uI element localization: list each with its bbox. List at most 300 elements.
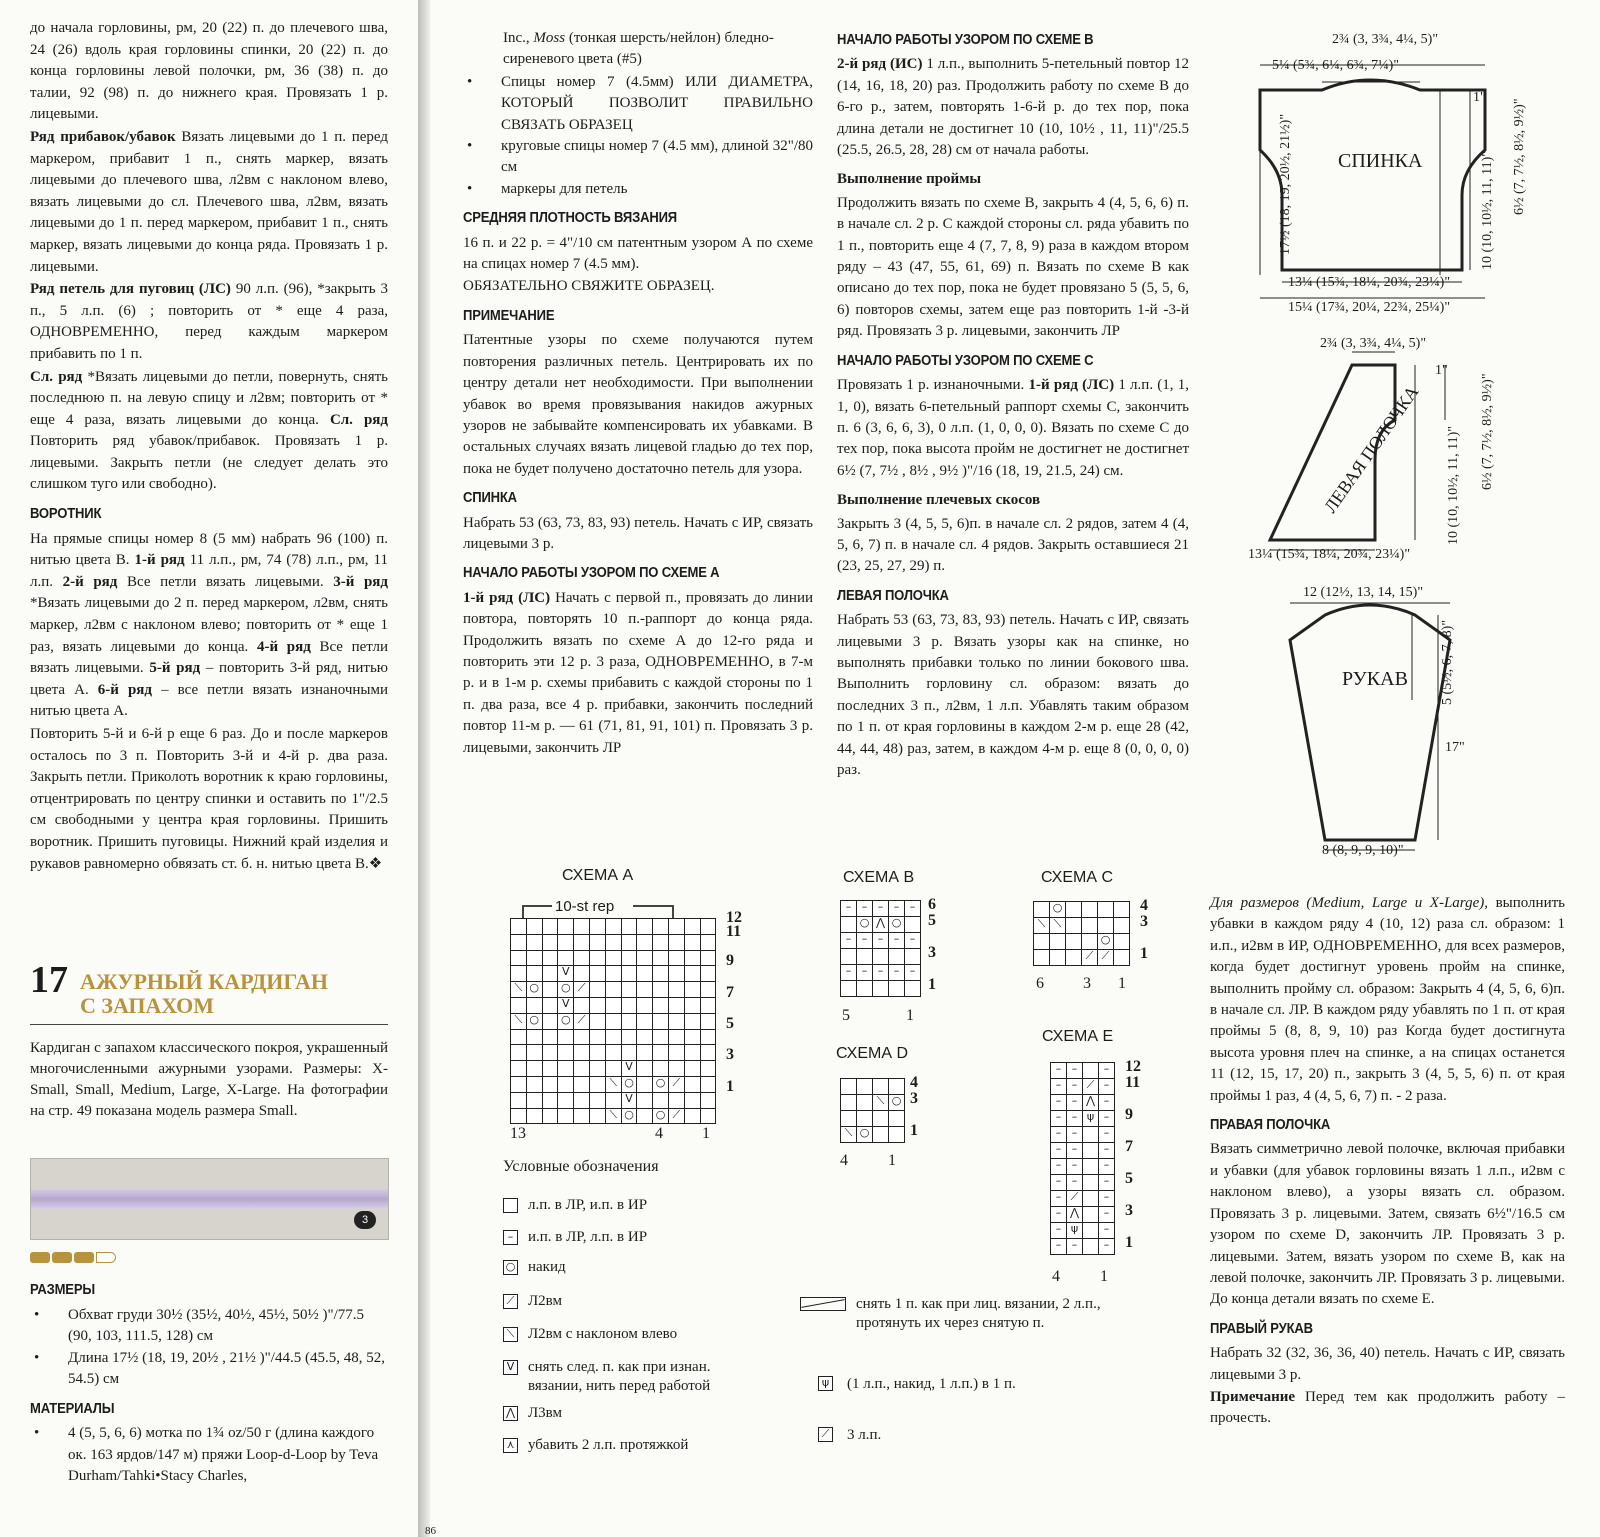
- chart-cell: [605, 934, 622, 951]
- chart-row-number: 5: [1125, 1170, 1133, 1187]
- chart-row-number: 4: [910, 1074, 918, 1091]
- chart-cell: [542, 1060, 559, 1077]
- chart-cell: [1082, 1174, 1099, 1191]
- chart-row-number: 9: [1125, 1106, 1133, 1123]
- dim-label: 13¼ (15¾, 18¼, 20¾, 23¼)": [1288, 275, 1451, 290]
- paragraph: 1-й ряд (ЛС) Начать с первой п., провязать до линии повтора, повторять 10 п.-раппорт до конца ряда. Продолжить вязать по схеме А до 12-го ряда и повторить эти 12 р. 3 раза, ОДНОВРЕМЕННО, в 7-м р. и в 1-м р. схемы прибавить с каждой стороны по 1 п. два раза, все 4 р. прибавки, закончить последний повтор 11-м р. — 61 (71, 81, 91, 101) п. Провязать 3 р. лицевыми, закончить ЛР: [463, 589, 813, 756]
- paragraph: На прямые спицы номер 8 (5 мм) набрать 96 (100) п. нитью цвета В. 1-й ряд 11 л.п., рм, 74 (78) л.п., рм, 11 л.п. 2-й ряд Все петли вязать лицевыми. 3-й ряд *Вязать лицевыми до 2 п. перед маркером, л2вм, снять маркер, л2вм с наклоном влево; повторить от * еще 1 раз, вязать лицевыми до конца. 4-й ряд Все петли вязать лицевыми. 5-й ряд – повторить 3-й ряд, нитью цвета А. 6-й ряд – все петли вязать изнаночными нитью цвета А.: [30, 530, 389, 720]
- paragraph: Inc., Moss (тонкая шерсть/нейлон) бледно-сиреневого цвета (#5): [503, 30, 774, 68]
- chart-cell: [652, 934, 669, 951]
- chart-cell: [542, 965, 559, 982]
- chart-cell: [589, 918, 606, 935]
- chart-cell: ○: [621, 1108, 638, 1125]
- materials-list: [463, 72, 813, 200]
- chart-cell: [840, 948, 857, 965]
- dim-label: 10 (10, 10½, 11, 11)": [1446, 426, 1461, 545]
- chart-cell: [557, 1076, 574, 1093]
- chart-cell: [840, 916, 857, 933]
- paragraph: Вязать симметрично левой полочке, включая прибавки и убавки (для убавок горловины вязать 1 л.п., и2вм с наклоном влево), а узоры вязать сл. образом. Провязать 3 р. лицевыми. Затем, связать 6½"/16.5 см узором по схеме D, закончить ЛР. Провязать 3 р. лицевыми. Затем, вязать узором по схеме В, как на левой полочке, закончить ЛР. Провязать 3 р. лицевыми. До конца детали вязать по схеме Е.: [1210, 1141, 1565, 1308]
- chart-cell: [668, 997, 685, 1014]
- chart-cell: –: [1098, 1174, 1115, 1191]
- chart-d-grid: [840, 1078, 904, 1142]
- chart-cell: –: [1050, 1142, 1067, 1159]
- chart-cell: [856, 1110, 873, 1127]
- chart-cell: [573, 1092, 590, 1109]
- dim-label: 8 (8, 9, 9, 10)": [1322, 843, 1404, 858]
- chart-row-number: 12: [726, 909, 742, 926]
- chart-cell: [621, 997, 638, 1014]
- book-gutter: [418, 0, 430, 1537]
- chart-row-number: 1: [910, 1122, 918, 1139]
- chart-cell: [526, 934, 543, 951]
- chart-cell: ⟍: [605, 1108, 622, 1125]
- chart-cell: –: [856, 932, 873, 949]
- chart-cell: –: [1066, 1158, 1083, 1175]
- chart-col-number: 13: [510, 1125, 526, 1142]
- chart-cell: [700, 934, 717, 951]
- dim-label: 15¼ (17¾, 20¼, 22¾, 25¼)": [1288, 300, 1451, 315]
- chart-cell: ○: [557, 1013, 574, 1030]
- legend-text: накид: [528, 1259, 566, 1275]
- chart-cell: [589, 1029, 606, 1046]
- dim-label: 10 (10, 10½, 11, 11)": [1480, 151, 1495, 270]
- dim-label: 5 (5½, 6, 7, 8)": [1440, 619, 1455, 705]
- chart-cell: [605, 1029, 622, 1046]
- chart-cell: [700, 1108, 717, 1125]
- chart-cell: [700, 1044, 717, 1061]
- chart-cell: ○: [888, 916, 905, 933]
- chart-cell: [542, 1108, 559, 1125]
- chart-cell: [856, 1094, 873, 1111]
- chart-a-grid: [510, 918, 715, 1123]
- chart-cell: ψ: [1082, 1110, 1099, 1127]
- chart-cell: [636, 1108, 653, 1125]
- chart-cell: [652, 1029, 669, 1046]
- pattern-title-block: [30, 958, 390, 1018]
- chart-cell: [621, 1029, 638, 1046]
- dim-label: 2¾ (3, 3¾, 4¼, 5)": [1332, 32, 1439, 47]
- yarn-swatch-image: [30, 1158, 389, 1240]
- chart-cell: [605, 1013, 622, 1030]
- chart-cell: [589, 934, 606, 951]
- chart-col-number: 4: [655, 1125, 663, 1142]
- chart-cell: –: [856, 900, 873, 917]
- chart-cell: [1082, 1190, 1099, 1207]
- pattern-number: 17: [30, 959, 68, 1001]
- chart-c-grid: [1033, 901, 1129, 965]
- chart-e-grid: [1050, 1062, 1114, 1254]
- list-item: • Обхват груди 30½ (35½, 40½, 45½, 50½ )"/77.5 (90, 103, 111.5, 128) см: [30, 1305, 388, 1348]
- chart-cell: [573, 965, 590, 982]
- middle-column: [463, 28, 813, 760]
- legend-symbol-icon: ⋀: [503, 1406, 518, 1421]
- chart-cell: ψ: [1066, 1222, 1083, 1239]
- paragraph: Кардиган с запахом классического покроя, украшенный многочисленными ажурными узорами. Размеры: X-Small, Small, Medium, Large, X-Large. На фотографии на стр. 49 показана модель размера Small.: [30, 1040, 388, 1119]
- chart-cell: –: [856, 964, 873, 981]
- paragraph: Ряд петель для пуговиц (ЛС) 90 л.п. (96), *закрыть 3 п., 5 л.п. (6) ; повторить от * еще 4 раза, ОДНОВРЕМЕННО, перед каждым маркером прибавить по 1 п.: [30, 281, 388, 362]
- chart-cell: [557, 950, 574, 967]
- chart-cell: [1082, 1062, 1099, 1079]
- chart-row-number: 7: [726, 984, 734, 1001]
- chart-cell: [684, 1092, 701, 1109]
- chart-cell: [684, 1029, 701, 1046]
- chart-cell: –: [1050, 1110, 1067, 1127]
- chart-cell: [542, 1044, 559, 1061]
- chart-cell: [573, 997, 590, 1014]
- paragraph: Примечание Перед тем как продолжить работу – прочесть.: [1210, 1388, 1565, 1427]
- chart-row-number: 3: [726, 1046, 734, 1063]
- sizes-materials: [30, 1272, 388, 1488]
- chart-cell: ○: [856, 916, 873, 933]
- chart-cell: [542, 950, 559, 967]
- chart-cell: [510, 997, 527, 1014]
- chart-col-number: 1: [1100, 1268, 1108, 1285]
- chart-cell: [573, 1029, 590, 1046]
- chart-cell: [636, 1076, 653, 1093]
- chart-cell: ⋀: [1066, 1206, 1083, 1223]
- chart-cell: –: [872, 964, 889, 981]
- chart-cell: [589, 1044, 606, 1061]
- chart-col-number: 1: [1118, 975, 1126, 992]
- paragraph: Продолжить вязать по схеме В, закрыть 4 (4, 5, 6, 6) п. в начале сл. 2 р. С каждой стороны сл. ряда убавить по 1 п., повторить еще 4 (7, 7, 8, 9) раза в каждом втором ряду – 43 (47, 55, 61, 69) п. Вязать по схеме В как описано до тех пор, пока не будет провязано 5 (5, 5, 6, 6) повторов схемы, затем еще раз повторить 1-й -3-й ряд. Провязать 3 р. лицевыми, закончить ЛР: [837, 194, 1189, 340]
- chart-cell: –: [1050, 1222, 1067, 1239]
- chart-cell: [668, 918, 685, 935]
- chart-cell: [542, 1029, 559, 1046]
- chart-cell: –: [1066, 1062, 1083, 1079]
- chart-cell: [1097, 917, 1114, 934]
- chart-cell: [589, 1060, 606, 1077]
- paragraph: 2-й ряд (ИС) 1 л.п., выполнить 5-петельный повтор 12 (14, 16, 18, 20) раз. Продолжить работу по схеме В до 6-го р., затем, повторять 1-6-й р. до тех пор, пока длина детали не достигнет 10 (10, 10½ , 11, 11)"/25.5 (25.5, 26.5, 28, 28) см от начала работы.: [837, 56, 1189, 159]
- skill-badge: 3: [354, 1211, 376, 1229]
- chart-cell: [573, 1060, 590, 1077]
- chart-cell: [684, 1013, 701, 1030]
- legend-title: Условные обозначения: [503, 1158, 659, 1175]
- chart-cell: [872, 980, 889, 997]
- section-heading: РАЗМЕРЫ: [30, 1282, 95, 1298]
- chart-row-number: 5: [726, 1015, 734, 1032]
- chart-cell: [652, 1060, 669, 1077]
- chart-cell: [700, 1013, 717, 1030]
- paragraph: ОБЯЗАТЕЛЬНО СВЯЖИТЕ ОБРАЗЕЦ.: [463, 278, 715, 295]
- chart-cell: [904, 980, 921, 997]
- chart-cell: [700, 1092, 717, 1109]
- chart-cell: –: [1066, 1078, 1083, 1095]
- chart-cell: [840, 1110, 857, 1127]
- chart-cell: [652, 918, 669, 935]
- legend-symbol-icon: V: [503, 1360, 518, 1375]
- chart-cell: [510, 1092, 527, 1109]
- chart-cell: [542, 934, 559, 951]
- legend-text: Л2вм с наклоном влево: [528, 1326, 678, 1342]
- chart-cell: [652, 997, 669, 1014]
- chart-cell: [856, 948, 873, 965]
- chart-cell: [652, 1092, 669, 1109]
- chart-cell: V: [557, 965, 574, 982]
- chart-title: СХЕМА E: [1042, 1028, 1114, 1045]
- section-heading: ПРИМЕЧАНИЕ: [463, 307, 555, 324]
- dim-label: 2¾ (3, 3¾, 4¼, 5)": [1320, 336, 1427, 351]
- chart-cell: [700, 997, 717, 1014]
- fourth-column: [1210, 893, 1565, 1431]
- left-column: [30, 18, 388, 876]
- chart-cell: [605, 965, 622, 982]
- chart-row-number: 9: [726, 952, 734, 969]
- chart-cell: [872, 1110, 889, 1127]
- chart-cell: [668, 1029, 685, 1046]
- chart-cell: [526, 965, 543, 982]
- chart-cell: [526, 997, 543, 1014]
- legend-symbol-icon: ⟍: [503, 1327, 518, 1342]
- subsection-heading: Выполнение проймы: [837, 171, 982, 188]
- chart-cell: ⋀: [872, 916, 889, 933]
- chart-cell: [621, 981, 638, 998]
- chart-cell: [510, 950, 527, 967]
- chart-col-number: 5: [842, 1007, 850, 1024]
- chart-cell: [542, 918, 559, 935]
- chart-cell: [621, 1044, 638, 1061]
- chart-cell: [636, 918, 653, 935]
- chart-cell: –: [1050, 1126, 1067, 1143]
- chart-cell: [573, 918, 590, 935]
- legend-symbol-icon: ○: [503, 1260, 518, 1275]
- paragraph: 16 п. и 22 р. = 4"/10 см патентным узором А по схеме на спицах номер 7 (4.5 мм).: [463, 234, 813, 273]
- chart-cell: [1081, 917, 1098, 934]
- chart-cell: ⟍: [1049, 917, 1066, 934]
- chart-cell: ⟋: [1082, 1078, 1099, 1095]
- chart-cell: [589, 1108, 606, 1125]
- chart-cell: [510, 934, 527, 951]
- chart-row-number: 1: [1140, 945, 1148, 962]
- chart-cell: –: [1098, 1222, 1115, 1239]
- chart-cell: ○: [557, 981, 574, 998]
- chart-cell: V: [621, 1060, 638, 1077]
- legend-text: Л3вм: [528, 1405, 562, 1421]
- chart-cell: [589, 965, 606, 982]
- chart-cell: [872, 948, 889, 965]
- chart-cell: [684, 1060, 701, 1077]
- chart-row-number: 3: [928, 944, 936, 961]
- chart-cell: [668, 965, 685, 982]
- paragraph: до начала горловины, рм, 20 (22) п. до плечевого шва, 24 (26) вдоль края горловины спинки, 20 (22) п. до конца горловины левой полочки, рм, 36 (38) п. до талии, 92 (98) п. до нижнего края. Провязать 1 р. лицевыми.: [30, 20, 388, 123]
- chart-col-number: 3: [1083, 975, 1091, 992]
- intro-text: [30, 1038, 388, 1123]
- chart-cell: –: [1098, 1238, 1115, 1255]
- legend-text: убавить 2 л.п. протяжкой: [528, 1437, 689, 1453]
- chart-cell: [1082, 1142, 1099, 1159]
- chart-cell: [605, 918, 622, 935]
- chart-cell: [700, 1076, 717, 1093]
- chart-cell: [636, 934, 653, 951]
- chart-cell: [1113, 933, 1130, 950]
- chart-cell: [557, 1044, 574, 1061]
- chart-cell: –: [1098, 1062, 1115, 1079]
- chart-cell: [888, 1126, 905, 1143]
- chart-cell: –: [1066, 1094, 1083, 1111]
- chart-cell: [605, 1060, 622, 1077]
- chart-cell: –: [1098, 1126, 1115, 1143]
- chart-cell: [1082, 1126, 1099, 1143]
- chart-cell: –: [1098, 1110, 1115, 1127]
- chart-cell: [573, 1108, 590, 1125]
- chart-cell: [1049, 949, 1066, 966]
- section-heading: ВОРОТНИК: [30, 506, 102, 523]
- dim-label: 6½ (7, 7½, 8½, 9½)": [1512, 98, 1527, 215]
- chart-col-number: 4: [1052, 1268, 1060, 1285]
- legend-text: Л2вм: [528, 1293, 562, 1309]
- chart-cell: [652, 1013, 669, 1030]
- divider: [30, 1024, 388, 1025]
- list-item: • Длина 17½ (18, 19, 20½ , 21½ )"/44.5 (45.5, 48, 52, 54.5) см: [30, 1348, 388, 1391]
- chart-cell: ○: [526, 981, 543, 998]
- chart-cell: [510, 1108, 527, 1125]
- chart-cell: [589, 997, 606, 1014]
- chart-cell: [636, 981, 653, 998]
- section-heading: СРЕДНЯЯ ПЛОТНОСТЬ ВЯЗАНИЯ: [463, 210, 678, 227]
- chart-cell: –: [1050, 1190, 1067, 1207]
- chart-cell: [700, 965, 717, 982]
- section-heading: НАЧАЛО РАБОТЫ УЗОРОМ ПО СХЕМЕ В: [837, 32, 1094, 48]
- chart-col-number: 4: [840, 1152, 848, 1169]
- chart-cell: [668, 934, 685, 951]
- chart-cell: –: [888, 900, 905, 917]
- chart-cell: [589, 1092, 606, 1109]
- chart-cell: [668, 1013, 685, 1030]
- chart-cell: [589, 981, 606, 998]
- chart-row-number: 4: [1140, 897, 1148, 914]
- chart-cell: ⟋: [668, 1108, 685, 1125]
- chart-cell: –: [1066, 1238, 1083, 1255]
- chart-cell: [1065, 949, 1082, 966]
- legend-symbol-icon: ⋏: [503, 1438, 518, 1453]
- chart-cell: ○: [526, 1013, 543, 1030]
- schematic-label: РУКАВ: [1342, 668, 1408, 690]
- sleeve-outline: [1290, 605, 1450, 840]
- chart-cell: [605, 950, 622, 967]
- chart-cell: [904, 916, 921, 933]
- chart-cell: ○: [621, 1076, 638, 1093]
- dim-label: 6½ (7, 7½, 8½, 9½)": [1480, 373, 1495, 490]
- chart-cell: [652, 950, 669, 967]
- chart-cell: V: [557, 997, 574, 1014]
- chart-cell: –: [1050, 1158, 1067, 1175]
- chart-cell: [1081, 933, 1098, 950]
- paragraph: Закрыть 3 (4, 5, 5, 6)п. в начале сл. 2 рядов, затем 4 (4, 5, 6, 7) п. в начале сл. 4 рядов. Закрыть оставшиеся 21 (23, 25, 27, 29) п.: [837, 515, 1189, 575]
- chart-col-number: 6: [1036, 975, 1044, 992]
- section-heading: СПИНКА: [463, 490, 517, 507]
- chart-cell: [668, 981, 685, 998]
- chart-cell: [1033, 949, 1050, 966]
- chart-cell: ⟍: [605, 1076, 622, 1093]
- chart-cell: [510, 1060, 527, 1077]
- section-heading: ПРАВЫЙ РУКАВ: [1210, 1320, 1313, 1337]
- chart-cell: [700, 950, 717, 967]
- chart-cell: [542, 997, 559, 1014]
- chart-cell: [526, 1076, 543, 1093]
- chart-cell: ⟍: [510, 1013, 527, 1030]
- chart-cell: [573, 1044, 590, 1061]
- chart-cell: [652, 965, 669, 982]
- chart-cell: [840, 1078, 857, 1095]
- chart-cell: [621, 965, 638, 982]
- chart-cell: [888, 980, 905, 997]
- chart-cell: [557, 918, 574, 935]
- dim-label: 5¼ (5¾, 6¼, 6¾, 7¼)": [1272, 58, 1400, 73]
- chart-cell: [888, 1078, 905, 1095]
- chart-cell: [573, 950, 590, 967]
- chart-cell: [652, 981, 669, 998]
- paragraph: Провязать 1 р. изнаночными. 1-й ряд (ЛС) 1 л.п. (1, 1, 1, 0), вязать 6-петельный раппорт схемы С, закончить п. 6 (3, 6, 6, 3), 0 л.п. (1, 0, 0, 0). Вязать по схеме С до тех пор, пока высота пройм не достигнет не достигнет 6½ (7, 7½ , 8½ , 9½ )"/16 (18, 19, 21.5, 24) см.: [837, 377, 1189, 479]
- chart-cell: [636, 1029, 653, 1046]
- chart-cell: [700, 1029, 717, 1046]
- chart-cell: [684, 981, 701, 998]
- chart-cell: [510, 1044, 527, 1061]
- chart-cell: [621, 918, 638, 935]
- chart-cell: [856, 980, 873, 997]
- chart-cell: [1065, 917, 1082, 934]
- section-heading: ЛЕВАЯ ПОЛОЧКА: [837, 587, 949, 604]
- chart-col-number: 1: [702, 1125, 710, 1142]
- chart-cell: [684, 918, 701, 935]
- chart-cell: [684, 950, 701, 967]
- chart-cell: [1081, 901, 1098, 918]
- chart-cell: [904, 948, 921, 965]
- k3tog-icon: ⟋: [818, 1427, 833, 1442]
- chart-cell: [526, 950, 543, 967]
- chart-cell: [888, 1110, 905, 1127]
- chart-cell: [573, 1076, 590, 1093]
- chart-cell: [636, 1060, 653, 1077]
- chart-cell: [1113, 901, 1130, 918]
- list-item: • маркеры для петель: [463, 179, 813, 200]
- legend-text: (1 л.п., накид, 1 л.п.) в 1 п.: [847, 1376, 1016, 1392]
- chart-cell: [684, 1044, 701, 1061]
- chart-cell: ⟋: [573, 1013, 590, 1030]
- chart-row-number: 1: [1125, 1234, 1133, 1251]
- chart-cell: [542, 1092, 559, 1109]
- legend-text: 3 л.п.: [847, 1427, 882, 1443]
- chart-cell: [621, 950, 638, 967]
- section-heading: ПРАВАЯ ПОЛОЧКА: [1210, 1117, 1331, 1134]
- chart-cell: [1082, 1222, 1099, 1239]
- chart-cell: –: [872, 932, 889, 949]
- subsection-heading: Выполнение плечевых скосов: [837, 492, 1041, 509]
- chart-row-number: 6: [928, 896, 936, 913]
- materials-list: [30, 1423, 388, 1488]
- chart-cell: [700, 1060, 717, 1077]
- chart-cell: –: [1066, 1174, 1083, 1191]
- chart-cell: ⋀: [1082, 1094, 1099, 1111]
- chart-cell: [1065, 901, 1082, 918]
- chart-cell: –: [1050, 1238, 1067, 1255]
- legend-symbol-icon: –: [503, 1230, 518, 1245]
- chart-cell: –: [1050, 1094, 1067, 1111]
- chart-row-number: 11: [726, 923, 742, 940]
- chart-cell: [589, 1076, 606, 1093]
- chart-cell: [557, 1029, 574, 1046]
- chart-row-number: 11: [1125, 1074, 1141, 1091]
- chart-cell: [526, 1044, 543, 1061]
- chart-cell: ⟍: [840, 1126, 857, 1143]
- chart-col-number: 1: [888, 1152, 896, 1169]
- chart-cell: –: [1066, 1142, 1083, 1159]
- chart-cell: [526, 1092, 543, 1109]
- chart-cell: V: [621, 1092, 638, 1109]
- chart-cell: [636, 950, 653, 967]
- chart-cell: [557, 1060, 574, 1077]
- chart-cell: ○: [1097, 933, 1114, 950]
- sizes-list: [30, 1305, 388, 1391]
- dim-label: 1": [1435, 363, 1448, 378]
